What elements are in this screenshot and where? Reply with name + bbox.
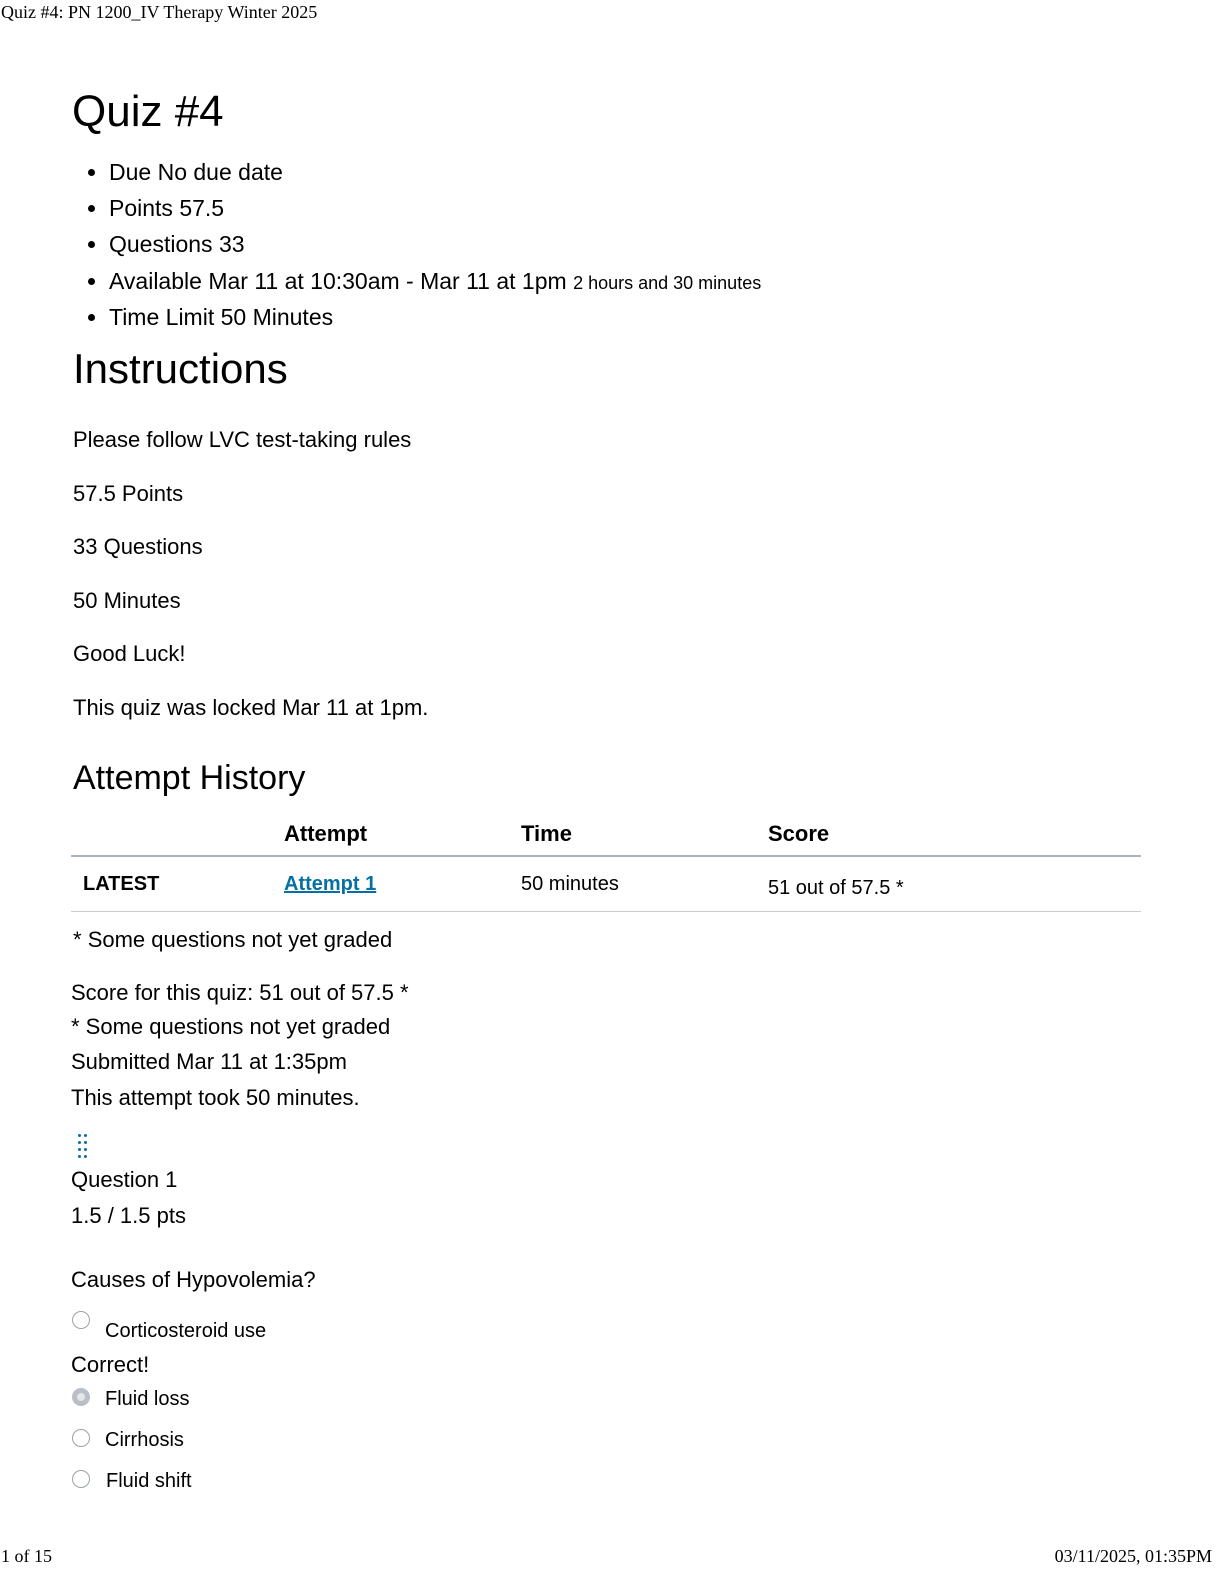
instruction-line: Good Luck! [73, 641, 186, 666]
answer-option-label: Fluid loss [105, 1388, 190, 1410]
ungraded-footnote: * Some questions not yet graded [73, 927, 393, 952]
submitted-time: Submitted Mar 11 at 1:35pm [71, 1049, 347, 1074]
attempt-history-heading: Attempt History [73, 759, 306, 797]
time-limit-value: 50 Minutes [220, 303, 334, 330]
attempt-time: 50 minutes [521, 856, 768, 912]
time-limit-item: Time Limit 50 Minutes [86, 299, 761, 335]
attempt-history-table [71, 812, 1141, 912]
points-item: Points 57.5 [86, 190, 761, 226]
instruction-line: 57.5 Points [73, 481, 184, 506]
questions-item: Questions 33 [86, 226, 761, 262]
question-label: Question 1 [71, 1167, 178, 1192]
answer-radio[interactable] [72, 1311, 90, 1329]
drag-handle-icon[interactable] [76, 1131, 90, 1157]
available-item: Available Mar 11 at 10:30am - Mar 11 at 1pm 2 hours and 30 minutes [86, 263, 761, 299]
available-duration: 2 hours and 30 minutes [573, 272, 762, 293]
instruction-line: 50 Minutes [73, 588, 181, 613]
table-header-row [71, 812, 1141, 856]
answer-option-label: Fluid shift [106, 1470, 192, 1492]
available-value: Mar 11 at 10:30am - Mar 11 at 1pm [208, 267, 567, 294]
print-header: Quiz #4: PN 1200_IV Therapy Winter 2025 [1, 2, 318, 22]
due-value: No due date [157, 159, 283, 185]
answer-radio-selected[interactable] [72, 1388, 90, 1406]
table-row [71, 856, 1141, 912]
answer-radio[interactable] [72, 1470, 90, 1488]
answer-option-label: Corticosteroid use [105, 1320, 267, 1342]
instructions-heading: Instructions [73, 345, 288, 392]
attempt-duration: This attempt took 50 minutes. [71, 1085, 360, 1110]
attempt-score: 51 out of 57.5 * [768, 856, 1141, 912]
lock-notice: This quiz was locked Mar 11 at 1pm. [73, 695, 429, 720]
quiz-title: Quiz #4 [72, 87, 224, 136]
answer-option-label: Cirrhosis [105, 1429, 184, 1451]
attempt-1-link[interactable]: Attempt 1 [284, 872, 377, 895]
due-item: Due No due date [86, 154, 761, 190]
latest-badge: LATEST [71, 856, 284, 912]
quiz-score: Score for this quiz: 51 out of 57.5 * [71, 980, 409, 1005]
question-points: 1.5 / 1.5 pts [71, 1203, 186, 1228]
page-indicator: 1 of 15 [1, 1546, 52, 1566]
column-header-attempt: Attempt [284, 812, 521, 856]
points-value: 57.5 [179, 195, 225, 222]
print-timestamp: 03/11/2025, 01:35PM [1054, 1546, 1212, 1566]
column-header-score: Score [768, 812, 1141, 856]
answer-radio[interactable] [72, 1429, 90, 1447]
ungraded-note: * Some questions not yet graded [71, 1014, 391, 1039]
questions-value: 33 [218, 231, 245, 258]
instruction-line: Please follow LVC test-taking rules [73, 427, 412, 452]
column-header [71, 812, 284, 856]
quiz-details-list [86, 154, 761, 335]
instruction-line: 33 Questions [73, 534, 203, 559]
column-header-time: Time [521, 812, 768, 856]
question-text: Causes of Hypovolemia? [71, 1267, 316, 1292]
correct-answer-marker: Correct! [71, 1352, 150, 1377]
